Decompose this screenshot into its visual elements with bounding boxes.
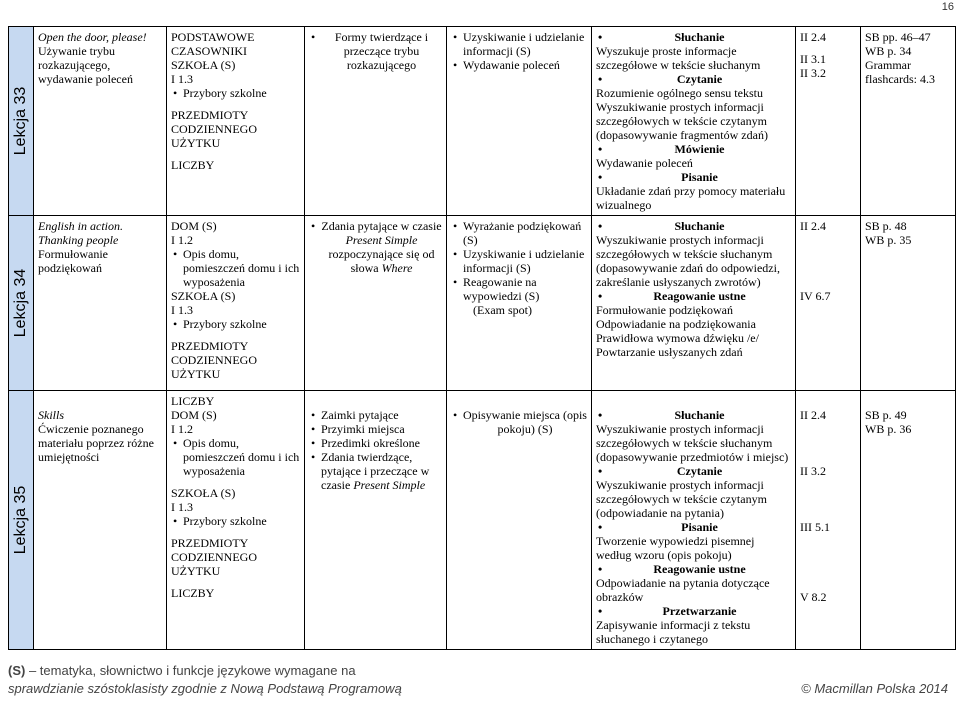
skills-cell: [592, 391, 796, 650]
functions-cell: [447, 391, 592, 650]
vocab-item: I 1.2: [171, 422, 193, 436]
material-item: Grammar: [865, 58, 911, 72]
skill-desc: Rozumienie ogólnego sensu tekstu: [596, 86, 763, 100]
lesson-label: Lekcja 35: [12, 485, 29, 555]
lesson-row: [9, 391, 956, 650]
curriculum-code: II 3.2: [800, 464, 826, 478]
codes-cell: [796, 27, 861, 216]
grammar-cell: [305, 391, 447, 650]
grammar-cell: [305, 216, 447, 391]
material-item: WB p. 35: [865, 233, 912, 247]
skill-heading: • Słuchanie: [596, 408, 791, 422]
skills-cell: [592, 216, 796, 391]
vocab-item: PRZEDMIOTY CODZIENNEGO UŻYTKU: [171, 536, 257, 578]
vocab-item: LICZBY: [171, 394, 215, 408]
materials-cell: [861, 27, 956, 216]
topic-desc: Ćwiczenie poznanego materiału poprzez różne umiejętności: [38, 422, 154, 464]
legend-mark: (S): [8, 663, 26, 678]
grammar-item: • Zaimki pytające: [309, 408, 442, 422]
curriculum-code: II 2.4: [800, 30, 826, 44]
skill-heading: • Słuchanie: [596, 30, 791, 44]
vocab-cell: [167, 27, 305, 216]
vocab-item: I 1.3: [171, 72, 193, 86]
functions-cell: [447, 27, 592, 216]
skill-desc: Układanie zdań przy pomocy materiału wizualnego: [596, 184, 786, 212]
vocab-cell: [167, 391, 305, 650]
legend-text: – tematyka, słownictwo i funkcje językowe wymagane na: [25, 663, 356, 678]
grammar-item: • Zdania pytające w czasie Present Simple rozpoczynające się od słowa Where: [309, 219, 442, 275]
lesson-label: Lekcja 33: [12, 86, 29, 156]
skill-heading: • Czytanie: [596, 72, 791, 86]
vocab-item: • Opis domu, pomieszczeń domu i ich wyposażenia: [171, 436, 300, 478]
vocab-item: • Przybory szkolne: [171, 317, 300, 331]
legend-text-2: sprawdzianie szóstoklasisty zgodnie z Nową Podstawą Programową: [8, 681, 402, 696]
topic-desc: Używanie trybu rozkazującego, wydawanie poleceń: [38, 44, 133, 86]
skills-cell: [592, 27, 796, 216]
skill-heading: • Reagowanie ustne: [596, 289, 791, 303]
curriculum-code: II 2.4: [800, 219, 826, 233]
lesson-row: [9, 27, 956, 216]
vocab-item: • Przybory szkolne: [171, 86, 300, 100]
vocab-cell: [167, 216, 305, 391]
exam-spot: (Exam spot): [473, 303, 532, 317]
skill-desc: Zapisywanie informacji z tekstu słuchanego i czytanego: [596, 618, 751, 646]
skill-desc: Prawidłowa wymowa dźwięku /e/: [596, 331, 759, 345]
vocab-item: LICZBY: [171, 586, 215, 600]
topic-cell: [34, 27, 167, 216]
skill-heading: • Czytanie: [596, 464, 791, 478]
material-item: WB p. 36: [865, 422, 912, 436]
lesson-label-cell: [9, 27, 34, 216]
vocab-item: DOM (S): [171, 219, 217, 233]
grammar-item: • Przedimki określone: [309, 436, 442, 450]
function-item: • Uzyskiwanie i udzielanie informacji (S): [451, 30, 587, 58]
vocab-item: PRZEDMIOTY CODZIENNEGO UŻYTKU: [171, 108, 257, 150]
vocab-item: DOM (S): [171, 408, 217, 422]
materials-cell: [861, 391, 956, 650]
vocab-item: SZKOŁA (S): [171, 289, 236, 303]
lesson-label-cell: [9, 391, 34, 650]
skill-desc: Formułowanie podziękowań: [596, 303, 733, 317]
topic-desc: Formułowanie podziękowań: [38, 247, 108, 275]
skill-desc: Tworzenie wypowiedzi pisemnej według wzoru (opis pokoju): [596, 534, 755, 562]
vocab-item: SZKOŁA (S): [171, 486, 236, 500]
lesson-label: Lekcja 34: [12, 268, 29, 338]
vocab-item: SZKOŁA (S): [171, 58, 236, 72]
skill-heading: • Mówienie: [596, 142, 791, 156]
topic-title: Open the door, please!: [38, 30, 147, 44]
skill-heading: • Słuchanie: [596, 219, 791, 233]
curriculum-code: V 8.2: [800, 590, 827, 604]
curriculum-code: II 3.2: [800, 66, 826, 80]
topic-subtitle: Thanking people: [38, 233, 119, 247]
topic-title: Skills: [38, 408, 64, 422]
function-item: • Wydawanie poleceń: [451, 58, 587, 72]
footer-legend: [8, 662, 948, 680]
curriculum-code: IV 6.7: [800, 289, 831, 303]
vocab-item: PODSTAWOWE CZASOWNIKI: [171, 30, 255, 58]
functions-cell: [447, 216, 592, 391]
topic-title: English in action.: [38, 219, 123, 233]
grammar-item: • Zdania twierdzące, pytające i przeczące w czasie Present Simple: [309, 450, 442, 492]
material-item: SB pp. 46–47: [865, 30, 931, 44]
lesson-row: [9, 216, 956, 391]
material-item: SB p. 49: [865, 408, 907, 422]
material-item: WB p. 34: [865, 44, 912, 58]
vocab-item: I 1.3: [171, 303, 193, 317]
skill-desc: Wyszukiwanie prostych informacji szczegółowych w tekście słuchanym (dopasowywanie przedmiotów i miejsc): [596, 422, 789, 464]
vocab-item: LICZBY: [171, 158, 215, 172]
vocab-item: • Przybory szkolne: [171, 514, 300, 528]
grammar-cell: [305, 27, 447, 216]
curriculum-code: II 3.1: [800, 52, 826, 66]
function-item: • Opisywanie miejsca (opis pokoju) (S): [451, 408, 587, 436]
grammar-item: • Przyimki miejsca: [309, 422, 442, 436]
page-number: 16: [941, 1, 954, 13]
skill-desc: Wyszukiwanie prostych informacji szczegółowych w tekście słuchanym (dopasowywanie zdań do odpowiedzi, zakreślanie usłyszanych zwrotów): [596, 233, 780, 289]
codes-cell: [796, 391, 861, 650]
function-item: • Uzyskiwanie i udzielanie informacji (S): [451, 247, 587, 275]
function-item: • Reagowanie na wypowiedzi (S): [451, 275, 587, 303]
footer: [8, 662, 948, 698]
function-item: • Wyrażanie podziękowań (S): [451, 219, 587, 247]
skill-desc: Wyszukiwanie prostych informacji szczegółowych w tekście czytanym (odpowiadanie na pytania): [596, 478, 767, 520]
lesson-label-cell: [9, 216, 34, 391]
skill-desc: Odpowiadanie na pytania dotyczące obrazków: [596, 576, 770, 604]
skill-heading: • Pisanie: [596, 170, 791, 184]
skill-heading: • Pisanie: [596, 520, 791, 534]
topic-cell: [34, 391, 167, 650]
skill-desc: Wyszukuje proste informacje szczegółowe w tekście słuchanym: [596, 44, 761, 72]
topic-cell: [34, 216, 167, 391]
vocab-item: • Opis domu, pomieszczeń domu i ich wyposażenia: [171, 247, 300, 289]
curriculum-code: II 2.4: [800, 408, 826, 422]
materials-cell: [861, 216, 956, 391]
skill-desc: Wydawanie poleceń: [596, 156, 693, 170]
codes-cell: [796, 216, 861, 391]
skill-desc: Powtarzanie usłyszanych zdań: [596, 345, 743, 359]
lesson-plan-table: [8, 26, 956, 650]
curriculum-code: III 5.1: [800, 520, 830, 534]
grammar-item: • Formy twierdzące i przeczące trybu rozkazującego: [309, 30, 442, 72]
material-item: flashcards: 4.3: [865, 72, 935, 86]
vocab-item: PRZEDMIOTY CODZIENNEGO UŻYTKU: [171, 339, 257, 381]
skill-heading: • Przetwarzanie: [596, 604, 791, 618]
vocab-item: I 1.2: [171, 233, 193, 247]
skill-desc: Odpowiadanie na podziękowania: [596, 317, 756, 331]
copyright: © Macmillan Polska 2014: [801, 681, 948, 696]
vocab-item: I 1.3: [171, 500, 193, 514]
skill-heading: • Reagowanie ustne: [596, 562, 791, 576]
material-item: SB p. 48: [865, 219, 907, 233]
skill-desc: Wyszukiwanie prostych informacji szczegółowych w tekście czytanym (dopasowywanie fragmentów zdań): [596, 100, 768, 142]
